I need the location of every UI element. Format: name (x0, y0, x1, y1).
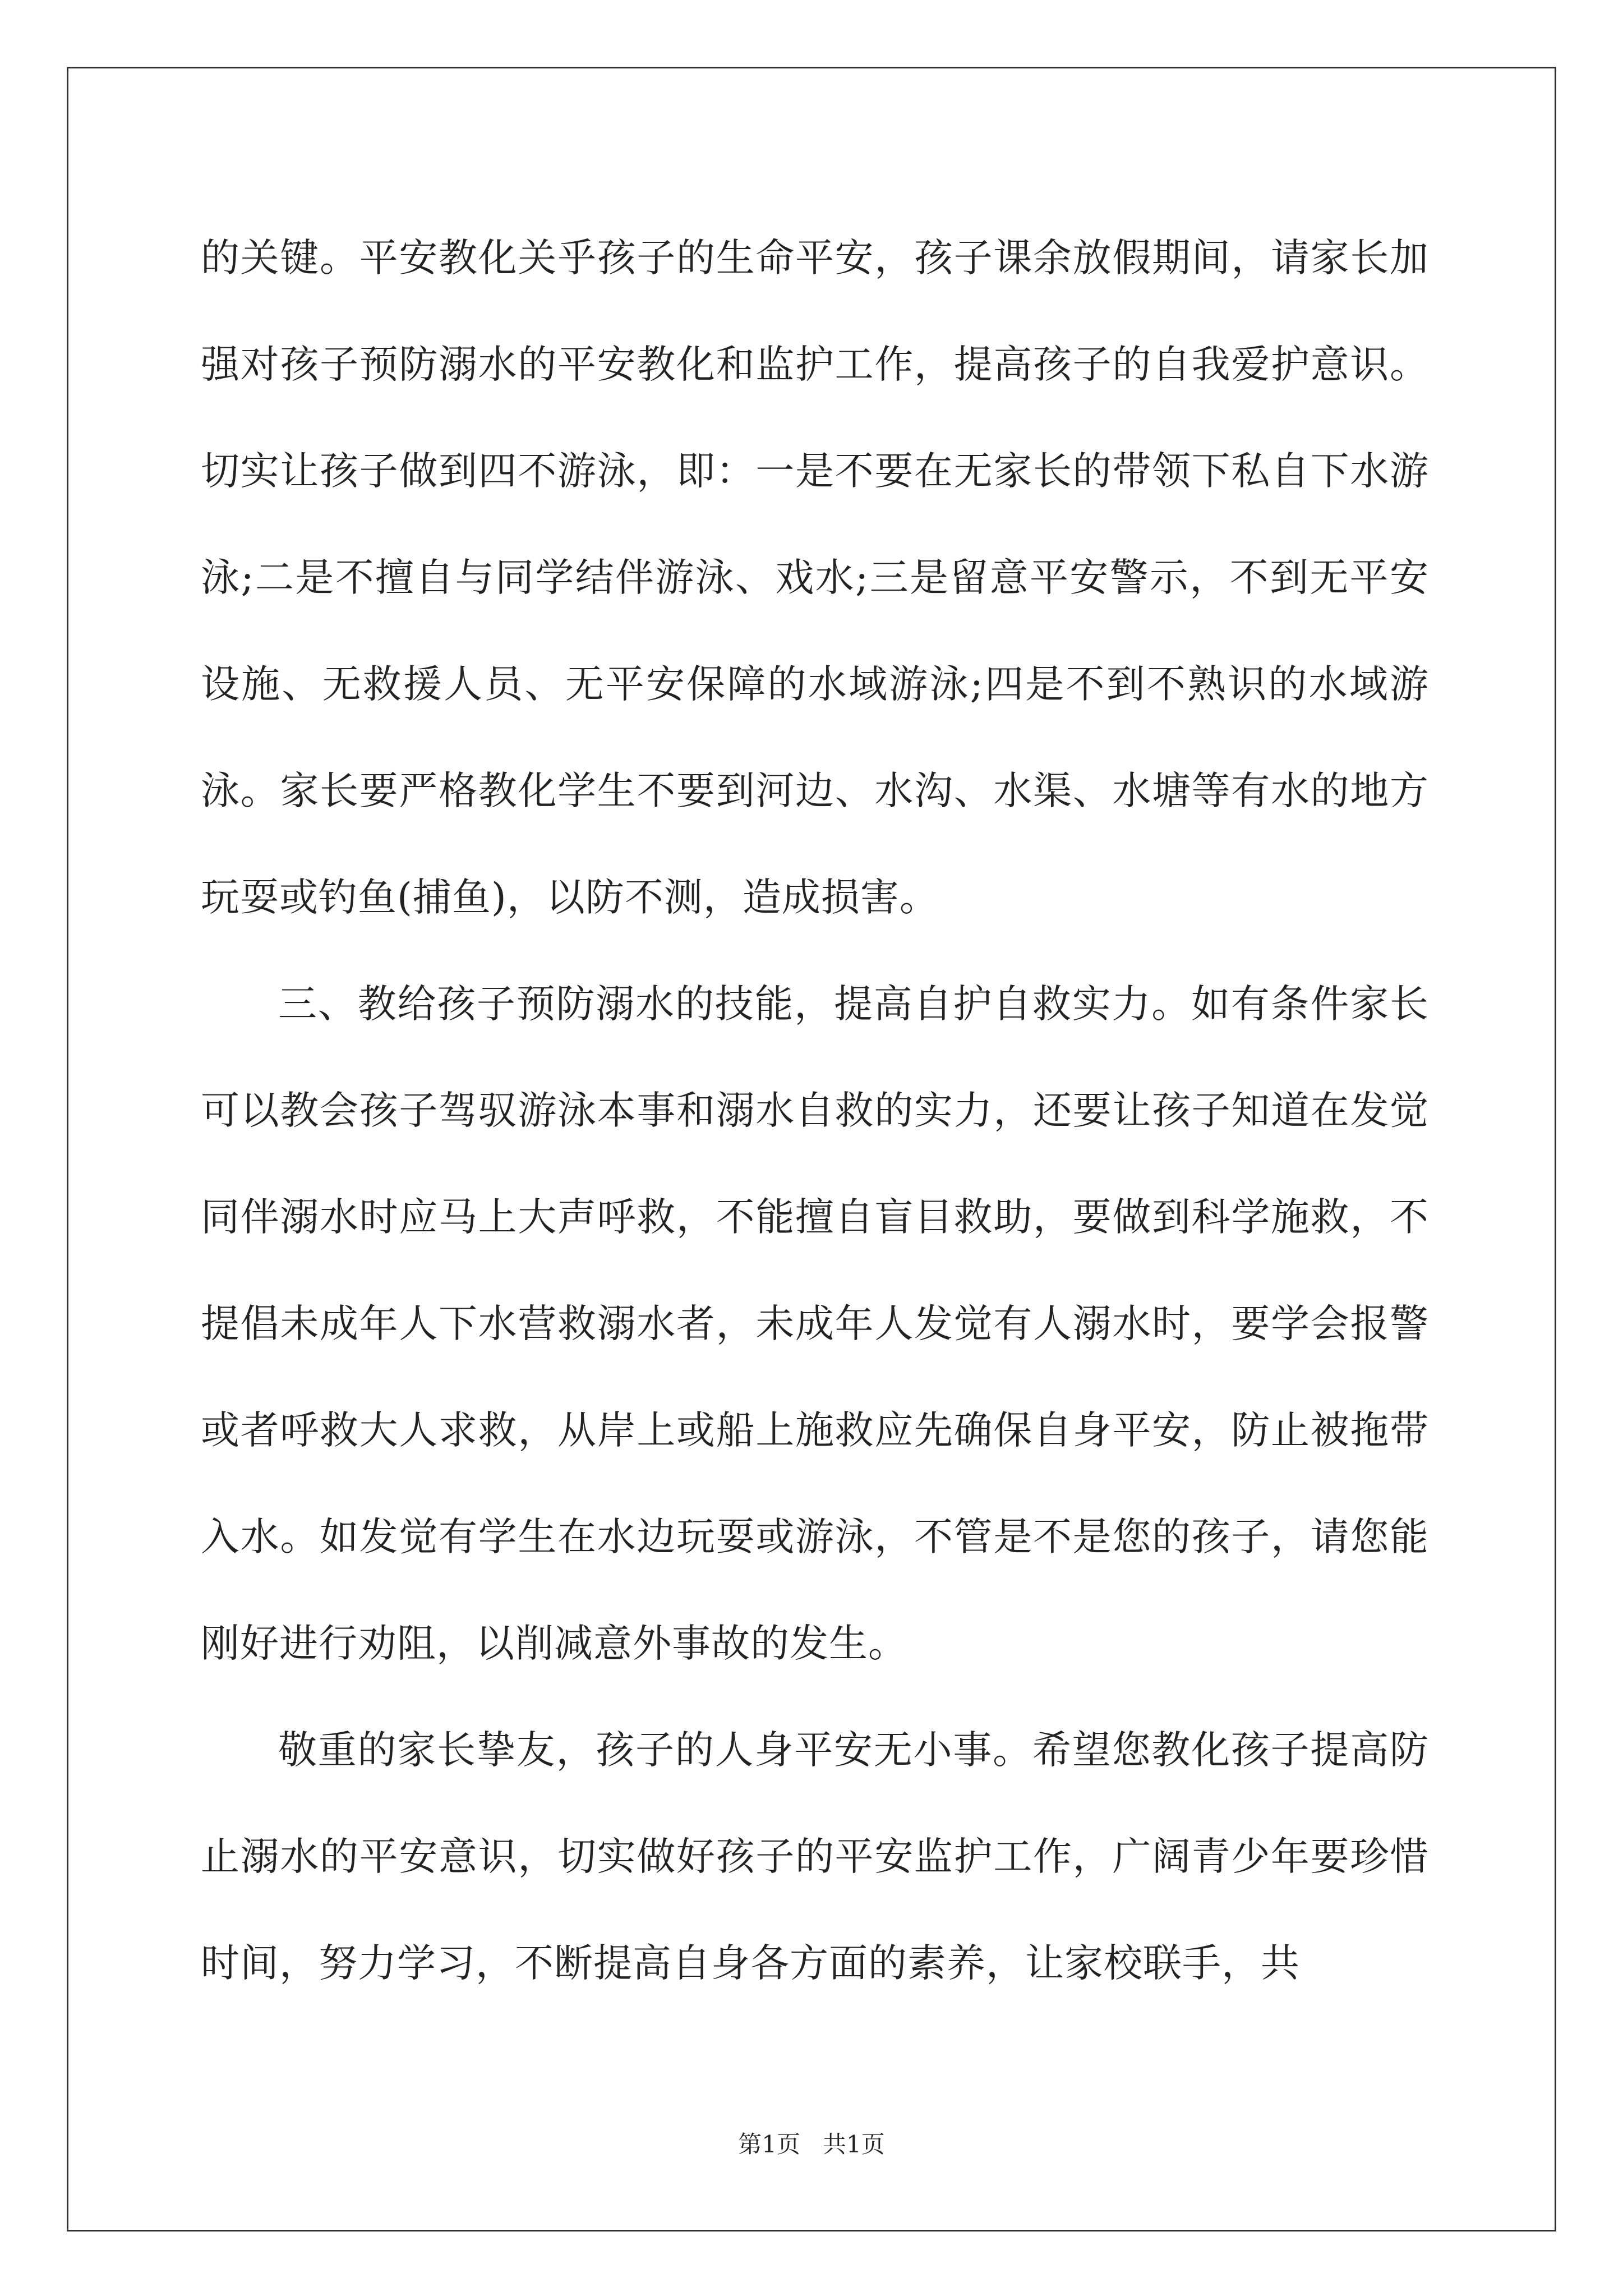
footer-gap (800, 2131, 823, 2158)
paragraph-3: 敬重的家长挚友，孩子的人身平安无小事。希望您教化孩子提高防止溺水的平安意识，切实做好孩子的平安监护工作，广阔青少年要珍惜时间，努力学习，不断提高自身各方面的素养，让家校联手，共 (201, 1728, 1429, 1986)
paragraph-2: 三、教给孩子预防溺水的技能，提高自护自救实力。如有条件家长可以教会孩子驾驭游泳本事和溺水自救的实力，还要让孩子知道在发觉同伴溺水时应马上大声呼救，不能擅自盲目救助，要做到科学施救，不提倡未成年人下水营救溺水者，未成年人发觉有人溺水时，要学会报警或者呼救大人求救，从岸上或船上施救应先确保自身平安，防止被拖带入水。如发觉有学生在水边玩耍或游泳，不管是不是您的孩子，请您能刚好进行劝阻，以削减意外事故的发生。 (201, 982, 1429, 1666)
page-total: 共1页 (823, 2131, 885, 2158)
page-footer (0, 2126, 1623, 2160)
page-number: 第1页 (738, 2131, 800, 2158)
paragraph-1: 的关键。平安教化关乎孩子的生命平安，孩子课余放假期间，请家长加强对孩子预防溺水的平安教化和监护工作，提高孩子的自我爱护意识。切实让孩子做到四不游泳，即：一是不要在无家长的带领下私自下水游泳;二是不擅自与同学结伴游泳、戏水;三是留意平安警示，不到无平安设施、无救援人员、无平安保障的水域游泳;四是不到不熟识的水域游泳。家长要严格教化学生不要到河边、水沟、水渠、水塘等有水的地方玩耍或钓鱼(捕鱼)，以防不测，造成损害。 (201, 236, 1429, 920)
document-body (201, 205, 1429, 2017)
